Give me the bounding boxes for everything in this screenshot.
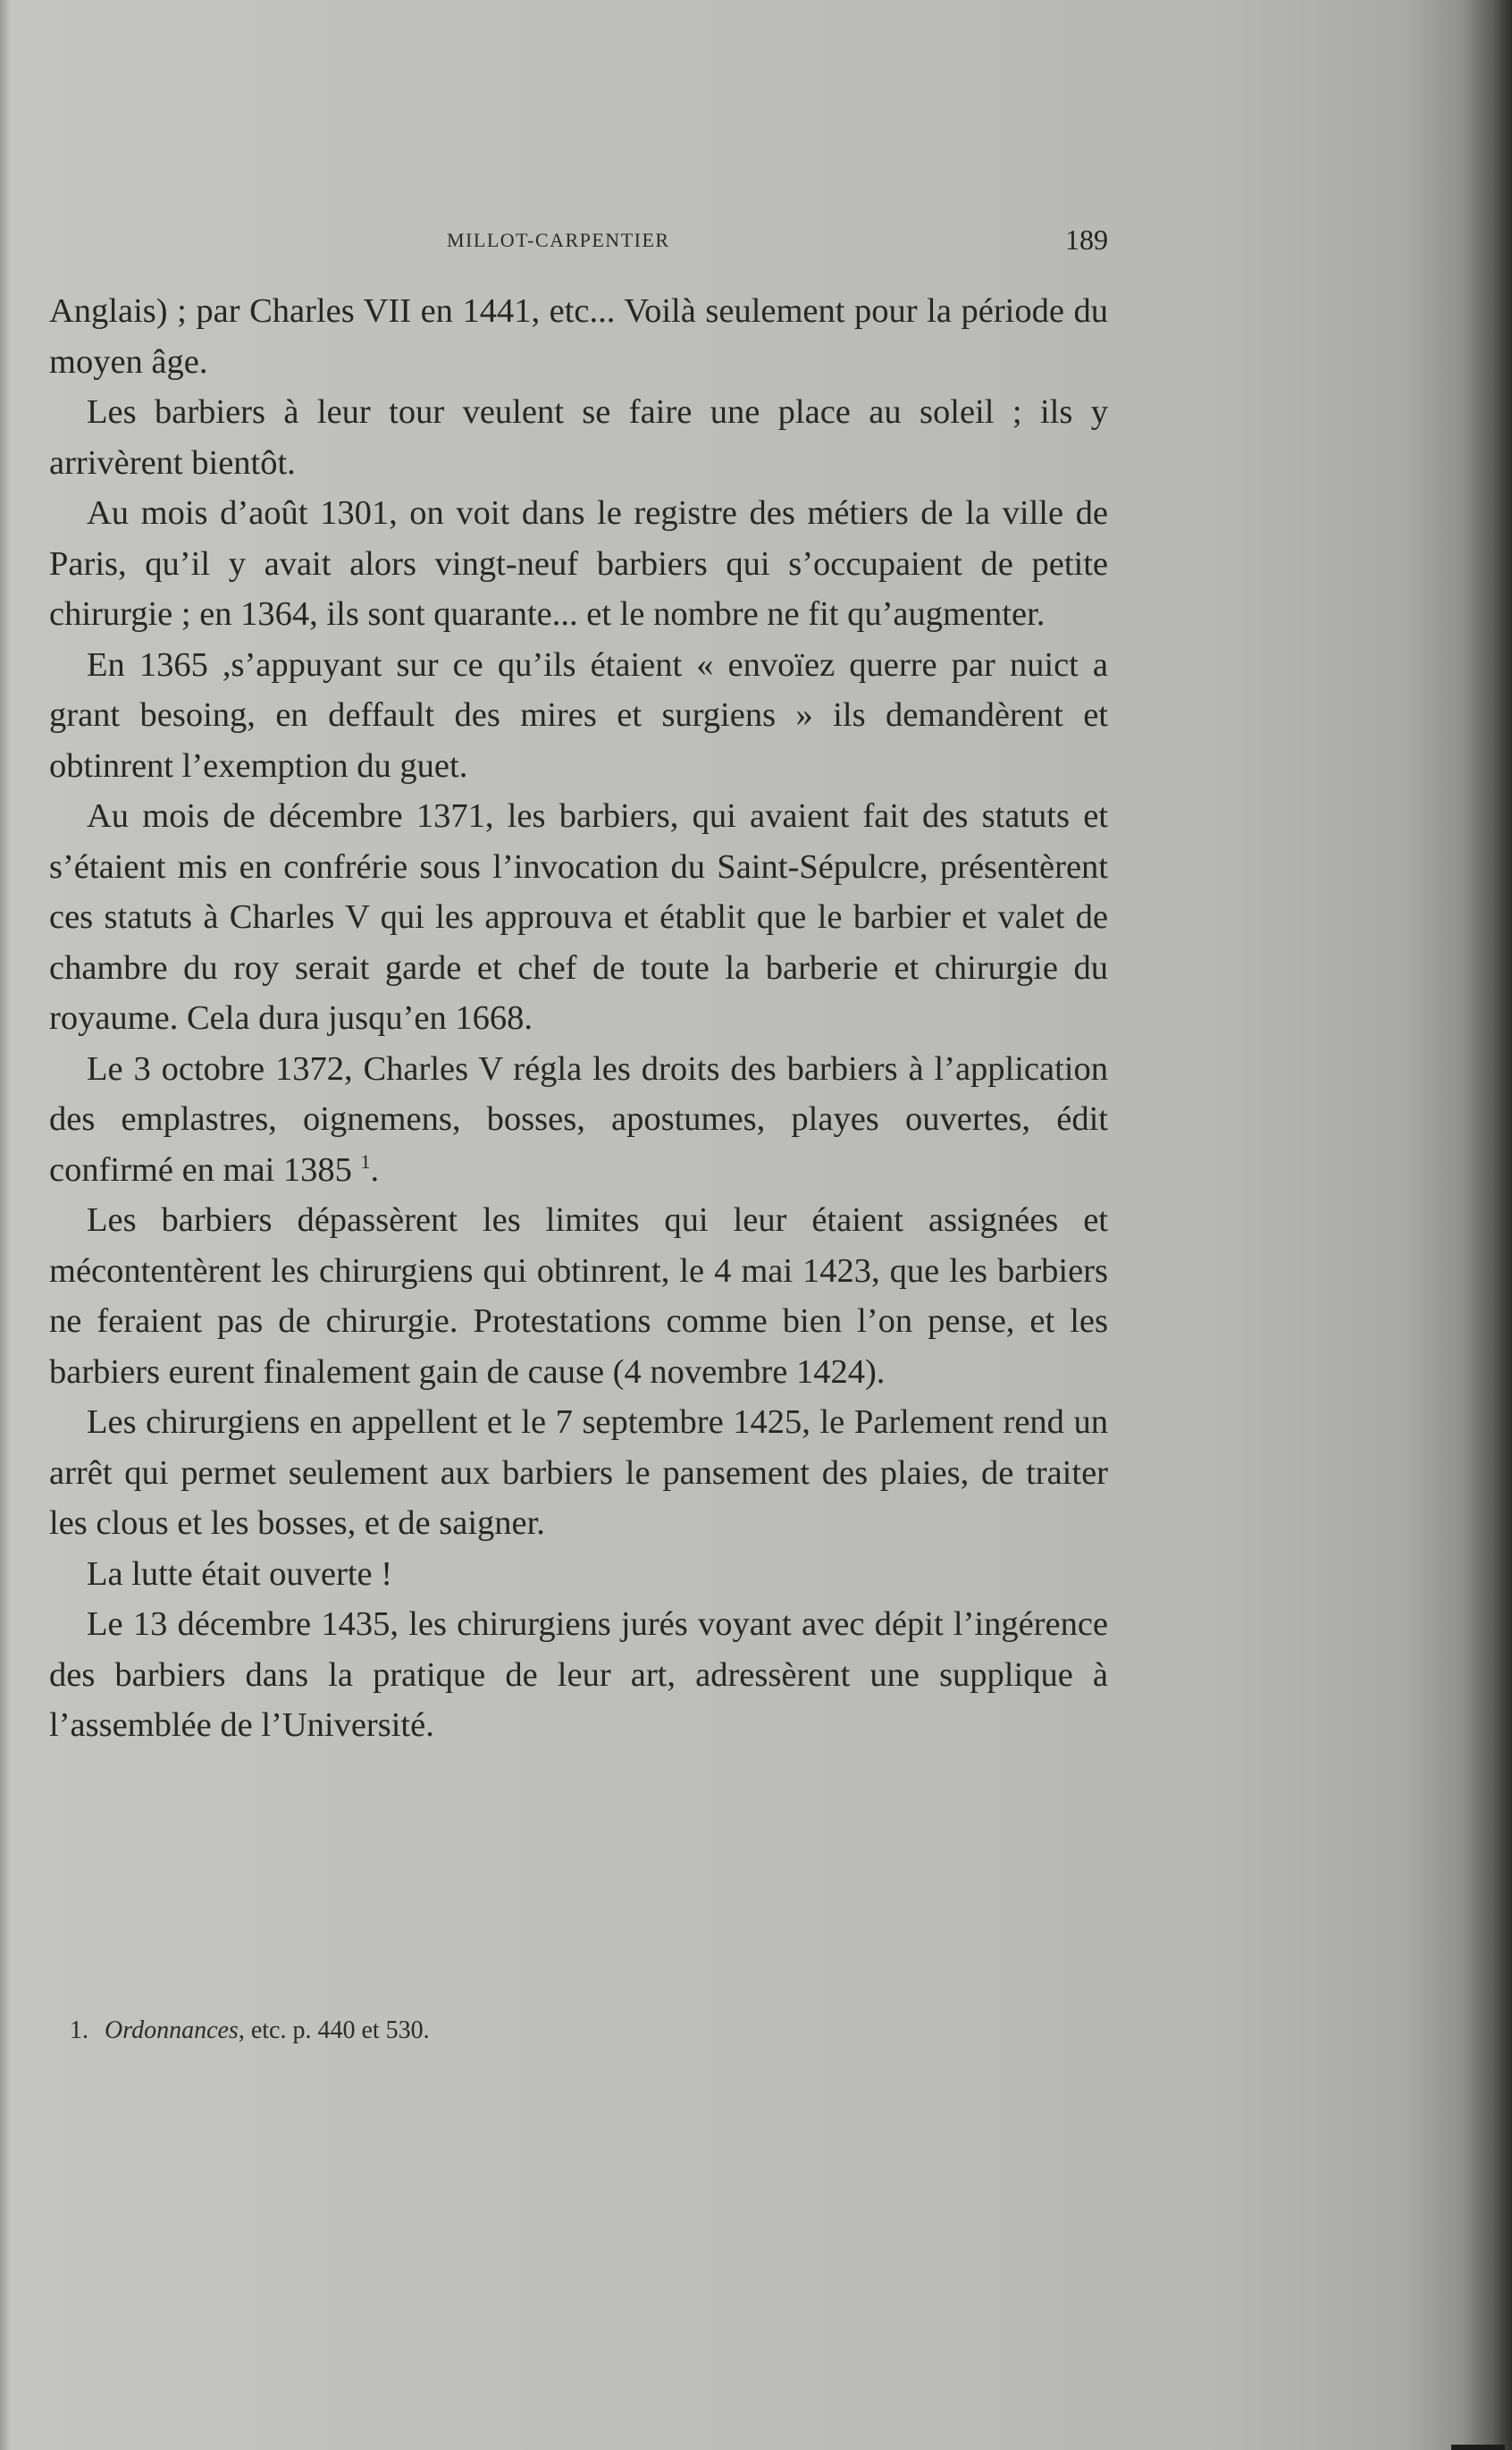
paragraph: Les barbiers à leur tour veulent se faire une place au soleil ; ils y arrivèrent bientôt.: [49, 393, 1108, 482]
paragraph: Le 13 décembre 1435, les chirurgiens jurés voyant avec dépit l’ingérence des barbiers dans la pratique de leur art, adressèrent une supplique à l’assemblée de l’Université.: [49, 1605, 1108, 1744]
paragraph: Les barbiers dépassèrent les limites qui leur étaient assignées et mécontentèrent les chirurgiens qui obtinrent, le 4 mai 1423, que les barbiers ne feraient pas de chirurgie. Protestations comme bien l’on pense, et les barbiers eurent finalement gain de cause (4 novembre 1424).: [49, 1201, 1108, 1391]
running-title: MILLOT-CARPENTIER: [447, 229, 670, 251]
paragraph: La lutte était ouverte !: [87, 1554, 393, 1593]
paragraph: Les chirurgiens en appellent et le 7 septembre 1425, le Parlement rend un arrêt qui permet seulement aux barbiers le pansement des plaies, de traiter les clous et les bosses, et de saigner.: [49, 1403, 1108, 1542]
footnote-number: 1.: [70, 2016, 88, 2044]
page-header: [45, 223, 1108, 259]
footnote-text: , etc. p. 440 et 530.: [238, 2016, 430, 2044]
body-text: [49, 286, 1108, 1751]
paragraph-text: Le 3 octobre 1372, Charles V régla les droits des barbiers à l’application des emplastres, oignemens, bosses, apostumes, playes ouvertes, édit confirmé en mai 1385: [49, 1049, 1108, 1189]
page-number: 189: [1065, 223, 1108, 256]
page-edge-mark: [1451, 2445, 1505, 2450]
paragraph: Au mois d’août 1301, on voit dans le registre des métiers de la ville de Paris, qu’il y avait alors vingt-neuf barbiers qui s’occupaient de petite chirurgie ; en 1364, ils sont quarante... et le nombre ne fit qu’augmenter.: [49, 494, 1108, 633]
footnote-title: Ordonnances: [105, 2016, 239, 2044]
paragraph: En 1365 ,s’appuyant sur ce qu’ils étaient « envoïez querre par nuict a grant besoing, en deffault des mires et surgiens » ils demandèrent et obtinrent l’exemption du guet.: [49, 645, 1108, 785]
footnote-reference: 1: [360, 1149, 371, 1173]
footnote: [70, 2016, 874, 2045]
page-edge-shadow: [1462, 0, 1512, 2450]
paragraph: Au mois de décembre 1371, les barbiers, qui avaient fait des statuts et s’étaient mis en confrérie sous l’invocation du Saint-Sépulcre, présentèrent ces statuts à Charles V qui les approuva et établit que le barbier et valet de chambre du roy serait garde et chef de toute la barberie et chirurgie du royaume. Cela dura jusqu’en 1668.: [49, 797, 1108, 1037]
paragraph-with-footnote: Le 3 octobre 1372, Charles V régla les droits des barbiers à l’application des emplastres, oignemens, bosses, apostumes, playes ouvertes, édit confirmé en mai 1385 $^1$.: [49, 1049, 1108, 1189]
paragraph: Anglais) ; par Charles VII en 1441, etc... Voilà seulement pour la période du moyen âge.: [49, 292, 1108, 381]
